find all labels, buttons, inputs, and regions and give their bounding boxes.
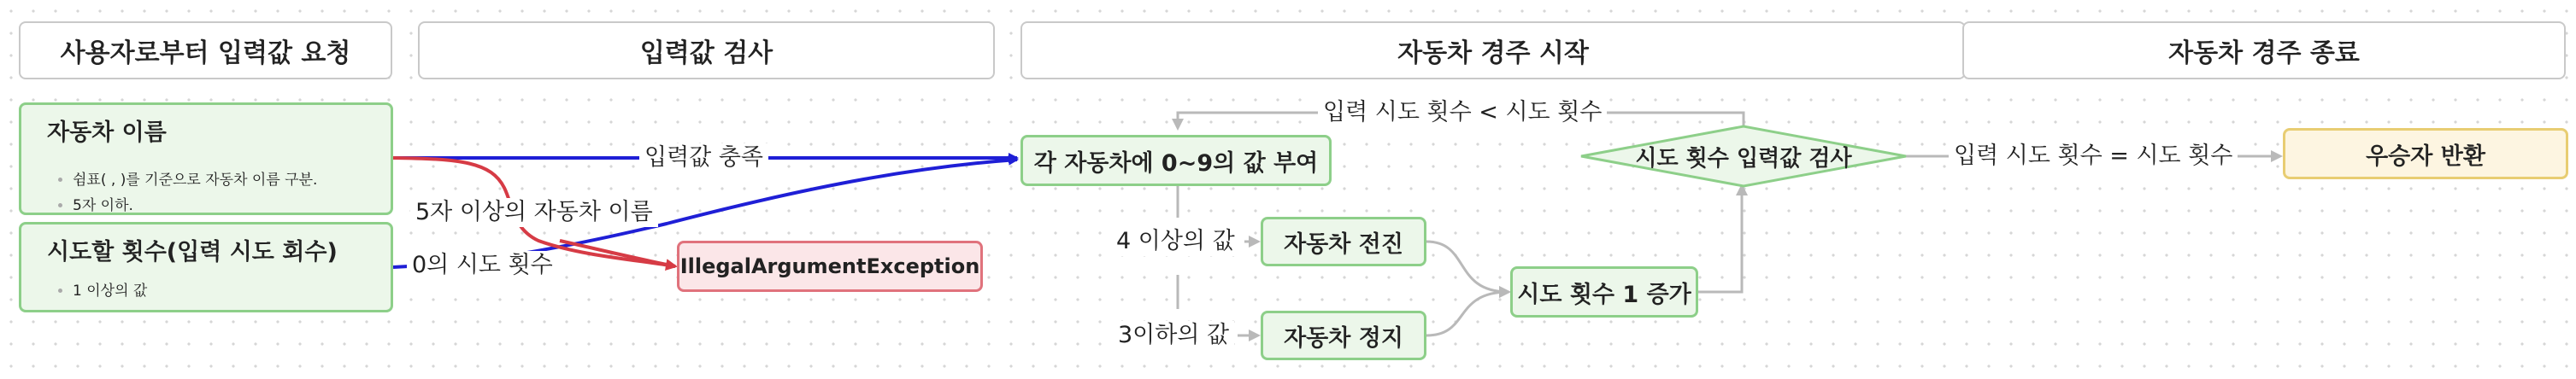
car-names-card — [19, 102, 393, 215]
car-names-rule: • 5자 이하. — [73, 193, 365, 219]
car-stop-label: 자동차 정지 — [1284, 324, 1403, 352]
header-validation — [418, 21, 995, 79]
header-race-start-label: 자동차 경주 시작 — [1397, 38, 1589, 68]
exception-label: IllegalArgumentException — [679, 254, 980, 278]
attempts-rules — [47, 278, 365, 304]
edge-stop-increment — [1426, 292, 1509, 335]
header-input-request — [19, 21, 392, 79]
attempt-check-node — [1581, 125, 1906, 188]
assign-random-node — [1020, 135, 1332, 186]
return-winner-node — [2283, 128, 2568, 179]
label-attempts-less: 입력 시도 횟수 < 시도 횟수 — [1318, 98, 1607, 127]
edge-increment-check — [1698, 186, 1742, 292]
header-validation-label: 입력값 검사 — [639, 38, 773, 68]
label-name-too-long: 5자 이상의 자동차 이름 — [410, 198, 658, 227]
car-forward-label: 자동차 전진 — [1284, 230, 1403, 258]
return-winner-label: 우승자 반환 — [2366, 143, 2485, 170]
attempt-check-label: 시도 횟수 입력값 검사 — [1635, 145, 1852, 172]
assign-random-label: 각 자동차에 0~9의 값 부여 — [1033, 149, 1319, 177]
car-stop-node — [1261, 311, 1426, 360]
header-race-start — [1020, 21, 1966, 79]
car-names-rule: • 쉼표( , )를 기준으로 자동차 이름 구분. — [73, 167, 365, 193]
exception-node — [677, 241, 983, 292]
label-zero-attempts: 0의 시도 횟수 — [407, 251, 558, 280]
attempt-increment-node — [1510, 266, 1698, 318]
header-input-request-label: 사용자로부터 입력값 요청 — [60, 38, 351, 68]
label-attempts-equal: 입력 시도 횟수 = 시도 횟수 — [1949, 142, 2238, 171]
car-names-title: 자동차 이름 — [47, 120, 167, 146]
car-forward-node — [1261, 217, 1426, 266]
attempt-increment-label: 시도 횟수 1 증가 — [1517, 281, 1691, 308]
header-race-end-label: 자동차 경주 종료 — [2168, 38, 2360, 68]
attempts-title: 시도할 횟수(입력 시도 회수) — [47, 239, 338, 265]
attempts-card — [19, 222, 393, 312]
label-three-or-less: 3이하의 값 — [1113, 321, 1234, 350]
attempts-rule: • 1 이상의 값 — [73, 278, 365, 304]
label-four-or-more: 4 이상의 값 — [1111, 227, 1240, 256]
header-race-end — [1962, 21, 2566, 79]
edge-forward-increment — [1426, 242, 1509, 292]
label-input-valid: 입력값 충족 — [639, 143, 768, 172]
edge-attempts-error — [560, 241, 675, 266]
car-names-rules — [47, 167, 365, 219]
